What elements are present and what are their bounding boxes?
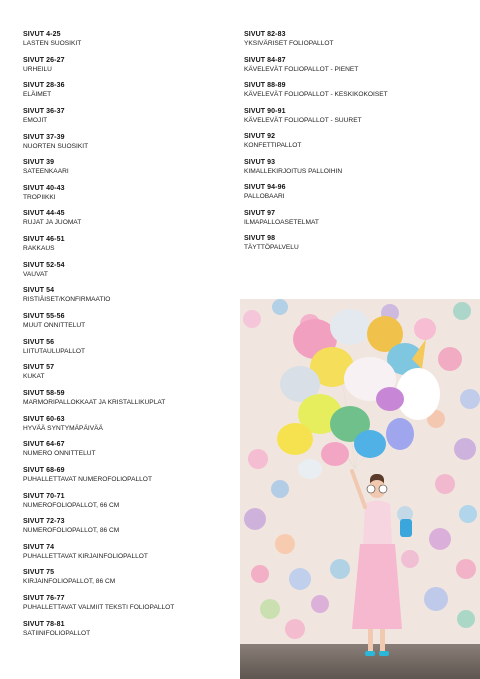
toc-title: PUHALLETTAVAT NUMEROFOLIOPALLOT xyxy=(23,475,152,483)
toc-pages: SIVUT 57 xyxy=(23,364,55,372)
toc-pages: SIVUT 84-87 xyxy=(244,56,286,64)
toc-entry[interactable] xyxy=(23,312,223,338)
toc-title: LASTEN SUOSIKIT xyxy=(23,40,82,47)
toc-title: NUORTEN SUOSIKIT xyxy=(23,142,89,150)
toc-pages: SIVUT 40-43 xyxy=(23,184,65,192)
toc-title: RISTIÄISET/KONFIRMAATIO xyxy=(23,296,111,304)
toc-entry[interactable] xyxy=(23,363,223,389)
toc-pages: SIVUT 74 xyxy=(23,543,55,551)
toc-pages: SIVUT 55-56 xyxy=(23,313,65,321)
toc-pages: SIVUT 54 xyxy=(23,287,55,295)
balloon-photo xyxy=(240,299,480,679)
toc-pages: SIVUT 44-45 xyxy=(23,210,65,218)
toc-pages: SIVUT 78-81 xyxy=(23,620,65,628)
toc-title: TROPIIKKI xyxy=(23,193,56,201)
toc-title: KÄVELEVÄT FOLIOPALLOT - SUURET xyxy=(244,116,362,124)
toc-title: NUMERO ONNITTELUT xyxy=(23,450,96,458)
toc-title: MUUT ONNITTELUT xyxy=(23,322,86,330)
toc-entry[interactable] xyxy=(244,81,464,107)
toc-pages: SIVUT 93 xyxy=(244,158,276,166)
toc-entry[interactable] xyxy=(244,132,464,158)
toc-title: SATIINIFOLIOPALLOT xyxy=(23,629,91,637)
toc-pages: SIVUT 39 xyxy=(23,159,55,167)
toc-pages: SIVUT 60-63 xyxy=(23,415,65,423)
toc-entry[interactable] xyxy=(23,466,223,492)
toc-pages: SIVUT 64-67 xyxy=(23,441,65,449)
toc-left-column xyxy=(23,30,223,645)
toc-pages: SIVUT 88-89 xyxy=(244,82,286,89)
toc-pages: SIVUT 58-59 xyxy=(23,389,65,397)
toc-title: NUMEROFOLIOPALLOT, 66 CM xyxy=(23,501,120,509)
toc-pages: SIVUT 4-25 xyxy=(23,31,61,38)
toc-entry[interactable] xyxy=(244,183,464,209)
toc-pages: SIVUT 82-83 xyxy=(244,31,286,38)
toc-title: KIRJAINFOLIOPALLOT, 86 CM xyxy=(23,578,116,586)
toc-title: YKSIVÄRISET FOLIOPALLOT xyxy=(244,40,334,47)
toc-pages: SIVUT 28-36 xyxy=(23,82,65,90)
toc-entry[interactable] xyxy=(23,184,223,210)
toc-entry[interactable] xyxy=(23,286,223,312)
toc-pages: SIVUT 72-73 xyxy=(23,518,65,526)
toc-title: ILMAPALLOASETELMAT xyxy=(244,218,319,226)
toc-pages: SIVUT 37-39 xyxy=(23,133,65,141)
toc-entry[interactable] xyxy=(23,209,223,235)
toc-entry[interactable] xyxy=(23,235,223,261)
toc-title: URHEILU xyxy=(23,65,52,73)
toc-title: EMOJIT xyxy=(23,116,48,124)
toc-right-column xyxy=(244,30,464,260)
toc-entry[interactable] xyxy=(23,440,223,466)
toc-title: ELÄIMET xyxy=(23,91,52,99)
toc-entry[interactable] xyxy=(23,517,223,543)
toc-entry[interactable] xyxy=(23,30,223,56)
toc-entry[interactable] xyxy=(23,389,223,415)
toc-pages: SIVUT 94-96 xyxy=(244,184,286,191)
toc-entry[interactable] xyxy=(23,568,223,594)
toc-entry[interactable] xyxy=(244,30,464,56)
toc-pages: SIVUT 68-69 xyxy=(23,466,65,474)
toc-title: MARMORIPALLOKKAAT JA KRISTALLIKUPLAT xyxy=(23,398,166,406)
toc-title: RUJAT JA JUOMAT xyxy=(23,219,82,227)
toc-entry[interactable] xyxy=(23,133,223,159)
toc-entry[interactable] xyxy=(23,338,223,364)
toc-entry[interactable] xyxy=(23,415,223,441)
toc-pages: SIVUT 97 xyxy=(244,209,276,217)
toc-entry[interactable] xyxy=(244,234,464,260)
toc-entry[interactable] xyxy=(23,56,223,82)
toc-entry[interactable] xyxy=(23,158,223,184)
toc-pages: SIVUT 36-37 xyxy=(23,107,65,115)
toc-title: KÄVELEVÄT FOLIOPALLOT - PIENET xyxy=(244,65,359,73)
toc-title: NUMEROFOLIOPALLOT, 86 CM xyxy=(23,527,120,535)
toc-entry[interactable] xyxy=(23,107,223,133)
toc-title: KÄVELEVÄT FOLIOPALLOT - KESKIKOKOISET xyxy=(244,91,388,98)
toc-pages: SIVUT 46-51 xyxy=(23,236,65,244)
toc-pages: SIVUT 26-27 xyxy=(23,56,65,64)
toc-entry[interactable] xyxy=(244,209,464,235)
toc-title: PALLOBAARI xyxy=(244,193,285,200)
toc-title: PUHALLETTAVAT KIRJAINFOLIOPALLOT xyxy=(23,552,148,560)
toc-pages: SIVUT 56 xyxy=(23,338,55,346)
toc-pages: SIVUT 76-77 xyxy=(23,595,65,603)
toc-entry[interactable] xyxy=(23,492,223,518)
toc-title: SATEENKAARI xyxy=(23,168,69,176)
toc-title: PUHALLETTAVAT VALMIIT TEKSTI FOLIOPALLOT xyxy=(23,604,175,612)
toc-entry[interactable] xyxy=(23,261,223,287)
toc-entry[interactable] xyxy=(244,56,464,82)
toc-pages: SIVUT 75 xyxy=(23,569,55,577)
toc-title: KUKAT xyxy=(23,373,45,381)
toc-pages: SIVUT 98 xyxy=(244,235,276,242)
toc-title: KIMALLEKIRJOITUS PALLOIHIN xyxy=(244,167,343,175)
toc-title: HYVÄÄ SYNTYMÄPÄIVÄÄ xyxy=(23,424,103,432)
toc-entry[interactable] xyxy=(23,620,223,646)
toc-pages: SIVUT 52-54 xyxy=(23,261,65,269)
toc-entry[interactable] xyxy=(23,81,223,107)
toc-pages: SIVUT 92 xyxy=(244,133,276,140)
toc-title: VAUVAT xyxy=(23,270,48,278)
toc-title: KONFETTIPALLOT xyxy=(244,142,302,149)
toc-entry[interactable] xyxy=(23,594,223,620)
toc-title: TÄYTTÖPALVELU xyxy=(244,244,299,251)
toc-entry[interactable] xyxy=(244,107,464,133)
toc-entry[interactable] xyxy=(244,158,464,184)
balloon-photo-illustration xyxy=(240,299,480,679)
toc-pages: SIVUT 70-71 xyxy=(23,492,65,500)
toc-entry[interactable] xyxy=(23,543,223,569)
toc-pages: SIVUT 90-91 xyxy=(244,107,286,115)
toc-title: LIITUTAULUPALLOT xyxy=(23,347,86,355)
toc-title: RAKKAUS xyxy=(23,245,55,253)
